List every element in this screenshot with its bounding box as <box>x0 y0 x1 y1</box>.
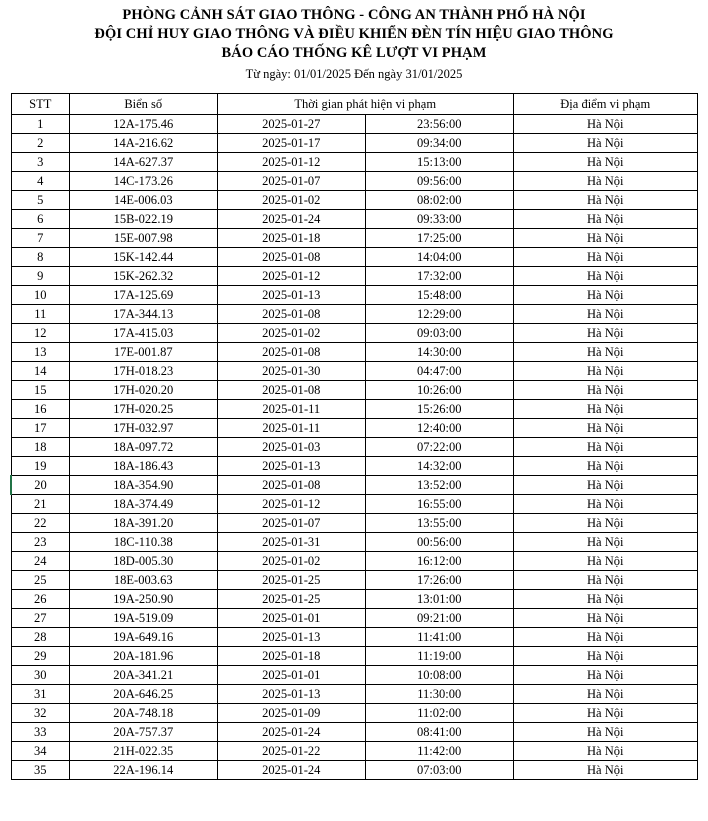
cell-time[interactable]: 11:41:00 <box>365 628 513 647</box>
table-row[interactable] <box>11 666 697 685</box>
cell-stt[interactable]: 9 <box>11 267 69 286</box>
cell-date[interactable]: 2025-01-09 <box>217 704 365 723</box>
cell-time[interactable]: 07:22:00 <box>365 438 513 457</box>
cell-stt[interactable]: 20 <box>11 476 69 495</box>
cell-plate[interactable]: 17H-032.97 <box>69 419 217 438</box>
cell-plate[interactable]: 18D-005.30 <box>69 552 217 571</box>
cell-plate[interactable]: 17A-415.03 <box>69 324 217 343</box>
cell-plate[interactable]: 17A-344.13 <box>69 305 217 324</box>
table-header-row <box>11 94 697 115</box>
cell-time[interactable]: 16:12:00 <box>365 552 513 571</box>
cell-date[interactable]: 2025-01-01 <box>217 609 365 628</box>
cell-date[interactable]: 2025-01-18 <box>217 229 365 248</box>
cell-date[interactable]: 2025-01-02 <box>217 324 365 343</box>
table-row[interactable] <box>11 609 697 628</box>
cell-date[interactable]: 2025-01-02 <box>217 191 365 210</box>
table-row[interactable] <box>11 476 697 495</box>
cell-date[interactable]: 2025-01-08 <box>217 343 365 362</box>
cell-plate[interactable]: 14A-216.62 <box>69 134 217 153</box>
cell-place[interactable]: Hà Nội <box>513 742 697 761</box>
cell-time[interactable]: 07:03:00 <box>365 761 513 780</box>
cell-time[interactable]: 16:55:00 <box>365 495 513 514</box>
cell-stt[interactable]: 21 <box>11 495 69 514</box>
cell-plate[interactable]: 12A-175.46 <box>69 115 217 134</box>
cell-stt[interactable]: 29 <box>11 647 69 666</box>
cell-stt[interactable]: 28 <box>11 628 69 647</box>
cell-place[interactable]: Hà Nội <box>513 191 697 210</box>
cell-date[interactable]: 2025-01-08 <box>217 381 365 400</box>
cell-stt[interactable]: 10 <box>11 286 69 305</box>
cell-stt[interactable]: 6 <box>11 210 69 229</box>
table-row[interactable] <box>11 723 697 742</box>
cell-time[interactable]: 17:32:00 <box>365 267 513 286</box>
table-row[interactable] <box>11 495 697 514</box>
cell-plate[interactable]: 15E-007.98 <box>69 229 217 248</box>
cell-plate[interactable]: 17H-020.20 <box>69 381 217 400</box>
cell-time[interactable]: 15:13:00 <box>365 153 513 172</box>
cell-stt[interactable]: 33 <box>11 723 69 742</box>
cell-plate[interactable]: 19A-250.90 <box>69 590 217 609</box>
cell-place[interactable]: Hà Nội <box>513 438 697 457</box>
cell-stt[interactable]: 4 <box>11 172 69 191</box>
cell-place[interactable]: Hà Nội <box>513 172 697 191</box>
cell-place[interactable]: Hà Nội <box>513 533 697 552</box>
table-row[interactable] <box>11 552 697 571</box>
table-row[interactable] <box>11 438 697 457</box>
cell-place[interactable]: Hà Nội <box>513 704 697 723</box>
cell-date[interactable]: 2025-01-13 <box>217 286 365 305</box>
cell-date[interactable]: 2025-01-08 <box>217 305 365 324</box>
cell-place[interactable]: Hà Nội <box>513 381 697 400</box>
header-line-division: ĐỘI CHỈ HUY GIAO THÔNG VÀ ĐIỀU KHIỂN ĐÈN TÍN HIỆU GIAO THÔNG <box>94 26 614 42</box>
table-row[interactable] <box>11 115 697 134</box>
cell-stt[interactable]: 34 <box>11 742 69 761</box>
cell-date[interactable]: 2025-01-02 <box>217 552 365 571</box>
cell-place[interactable]: Hà Nội <box>513 134 697 153</box>
cell-time[interactable]: 14:04:00 <box>365 248 513 267</box>
table-row[interactable] <box>11 590 697 609</box>
cell-date[interactable]: 2025-01-22 <box>217 742 365 761</box>
cell-plate[interactable]: 15B-022.19 <box>69 210 217 229</box>
table-row[interactable] <box>11 343 697 362</box>
cell-plate[interactable]: 18C-110.38 <box>69 533 217 552</box>
header-line-department: PHÒNG CẢNH SÁT GIAO THÔNG - CÔNG AN THÀNH PHỐ HÀ NỘI <box>122 7 586 23</box>
cell-plate[interactable]: 21H-022.35 <box>69 742 217 761</box>
cell-date[interactable]: 2025-01-30 <box>217 362 365 381</box>
cell-date[interactable]: 2025-01-11 <box>217 419 365 438</box>
cell-plate[interactable]: 19A-649.16 <box>69 628 217 647</box>
table-row[interactable] <box>11 381 697 400</box>
cell-place[interactable]: Hà Nội <box>513 210 697 229</box>
table-row[interactable] <box>11 305 697 324</box>
cell-date[interactable]: 2025-01-12 <box>217 267 365 286</box>
cell-plate[interactable]: 18A-354.90 <box>69 476 217 495</box>
cell-stt[interactable]: 19 <box>11 457 69 476</box>
cell-date[interactable]: 2025-01-07 <box>217 172 365 191</box>
cell-date[interactable]: 2025-01-17 <box>217 134 365 153</box>
cell-time[interactable]: 10:26:00 <box>365 381 513 400</box>
cell-stt[interactable]: 31 <box>11 685 69 704</box>
cell-time[interactable]: 04:47:00 <box>365 362 513 381</box>
table-row[interactable] <box>11 457 697 476</box>
table-body <box>11 115 697 780</box>
cell-stt[interactable]: 25 <box>11 571 69 590</box>
cell-date[interactable]: 2025-01-11 <box>217 400 365 419</box>
cell-stt[interactable]: 16 <box>11 400 69 419</box>
cell-time[interactable]: 09:03:00 <box>365 324 513 343</box>
cell-time[interactable]: 12:40:00 <box>365 419 513 438</box>
cell-place[interactable]: Hà Nội <box>513 552 697 571</box>
cell-stt[interactable]: 11 <box>11 305 69 324</box>
cell-plate[interactable]: 18A-391.20 <box>69 514 217 533</box>
cell-stt[interactable]: 24 <box>11 552 69 571</box>
cell-time[interactable]: 09:21:00 <box>365 609 513 628</box>
column-header-stt: STT <box>11 94 69 115</box>
cell-stt[interactable]: 27 <box>11 609 69 628</box>
cell-place[interactable]: Hà Nội <box>513 514 697 533</box>
violation-table <box>10 93 698 780</box>
table-row[interactable] <box>11 191 697 210</box>
cell-stt[interactable]: 3 <box>11 153 69 172</box>
cell-date[interactable]: 2025-01-03 <box>217 438 365 457</box>
cell-stt[interactable]: 15 <box>11 381 69 400</box>
cell-plate[interactable]: 14A-627.37 <box>69 153 217 172</box>
header-line-daterange: Từ ngày: 01/01/2025 Đến ngày 31/01/2025 <box>245 67 463 81</box>
table-row[interactable] <box>11 571 697 590</box>
table-row[interactable] <box>11 286 697 305</box>
cell-plate[interactable]: 17H-018.23 <box>69 362 217 381</box>
cell-stt[interactable]: 35 <box>11 761 69 780</box>
cell-date[interactable]: 2025-01-12 <box>217 495 365 514</box>
cell-plate[interactable]: 20A-341.21 <box>69 666 217 685</box>
cell-time[interactable]: 13:01:00 <box>365 590 513 609</box>
cell-plate[interactable]: 17A-125.69 <box>69 286 217 305</box>
cell-plate[interactable]: 17E-001.87 <box>69 343 217 362</box>
cell-time[interactable]: 13:52:00 <box>365 476 513 495</box>
cell-time[interactable]: 09:34:00 <box>365 134 513 153</box>
cell-stt[interactable]: 12 <box>11 324 69 343</box>
cell-place[interactable]: Hà Nội <box>513 267 697 286</box>
table-row[interactable] <box>11 172 697 191</box>
cell-stt[interactable]: 26 <box>11 590 69 609</box>
cell-stt[interactable]: 14 <box>11 362 69 381</box>
cell-time[interactable]: 12:29:00 <box>365 305 513 324</box>
table-row[interactable] <box>11 267 697 286</box>
cell-time[interactable]: 15:48:00 <box>365 286 513 305</box>
cell-place[interactable]: Hà Nội <box>513 343 697 362</box>
cell-place[interactable]: Hà Nội <box>513 628 697 647</box>
cell-date[interactable]: 2025-01-13 <box>217 457 365 476</box>
cell-date[interactable]: 2025-01-08 <box>217 248 365 267</box>
cell-time[interactable]: 17:26:00 <box>365 571 513 590</box>
cell-place[interactable]: Hà Nội <box>513 666 697 685</box>
cell-plate[interactable]: 22A-196.14 <box>69 761 217 780</box>
cell-place[interactable]: Hà Nội <box>513 362 697 381</box>
cell-place[interactable]: Hà Nội <box>513 457 697 476</box>
cell-date[interactable]: 2025-01-27 <box>217 115 365 134</box>
cell-place[interactable]: Hà Nội <box>513 590 697 609</box>
cell-time[interactable]: 23:56:00 <box>365 115 513 134</box>
cell-plate[interactable]: 15K-262.32 <box>69 267 217 286</box>
cell-stt[interactable]: 1 <box>11 115 69 134</box>
cell-plate[interactable]: 19A-519.09 <box>69 609 217 628</box>
cell-time[interactable]: 09:56:00 <box>365 172 513 191</box>
cell-stt[interactable]: 7 <box>11 229 69 248</box>
cell-date[interactable]: 2025-01-25 <box>217 571 365 590</box>
table-row[interactable] <box>11 647 697 666</box>
cell-stt[interactable]: 17 <box>11 419 69 438</box>
cell-time[interactable]: 11:30:00 <box>365 685 513 704</box>
cell-plate[interactable]: 20A-757.37 <box>69 723 217 742</box>
cell-date[interactable]: 2025-01-07 <box>217 514 365 533</box>
cell-time[interactable]: 08:02:00 <box>365 191 513 210</box>
table-row[interactable] <box>11 704 697 723</box>
table-row[interactable] <box>11 533 697 552</box>
cell-date[interactable]: 2025-01-01 <box>217 666 365 685</box>
cell-place[interactable]: Hà Nội <box>513 609 697 628</box>
table-row[interactable] <box>11 134 697 153</box>
cell-date[interactable]: 2025-01-08 <box>217 476 365 495</box>
cell-time[interactable]: 09:33:00 <box>365 210 513 229</box>
cell-date[interactable]: 2025-01-25 <box>217 590 365 609</box>
cell-stt[interactable]: 30 <box>11 666 69 685</box>
cell-time[interactable]: 00:56:00 <box>365 533 513 552</box>
cell-stt[interactable]: 8 <box>11 248 69 267</box>
table-row[interactable] <box>11 248 697 267</box>
cell-date[interactable]: 2025-01-24 <box>217 761 365 780</box>
table-row[interactable] <box>11 210 697 229</box>
cell-plate[interactable]: 15K-142.44 <box>69 248 217 267</box>
table-row[interactable] <box>11 400 697 419</box>
cell-place[interactable]: Hà Nội <box>513 476 697 495</box>
table-row[interactable] <box>11 742 697 761</box>
column-header-time: Thời gian phát hiện vi phạm <box>217 94 513 115</box>
cell-time[interactable]: 14:30:00 <box>365 343 513 362</box>
cell-stt[interactable]: 13 <box>11 343 69 362</box>
cell-place[interactable]: Hà Nội <box>513 647 697 666</box>
cell-plate[interactable]: 20A-748.18 <box>69 704 217 723</box>
cell-date[interactable]: 2025-01-12 <box>217 153 365 172</box>
cell-date[interactable]: 2025-01-24 <box>217 723 365 742</box>
table-row[interactable] <box>11 324 697 343</box>
cell-plate[interactable]: 18A-097.72 <box>69 438 217 457</box>
cell-time[interactable]: 17:25:00 <box>365 229 513 248</box>
cell-stt[interactable]: 32 <box>11 704 69 723</box>
cell-date[interactable]: 2025-01-31 <box>217 533 365 552</box>
cell-place[interactable]: Hà Nội <box>513 153 697 172</box>
cell-stt[interactable]: 18 <box>11 438 69 457</box>
table-row[interactable] <box>11 761 697 780</box>
cell-plate[interactable]: 17H-020.25 <box>69 400 217 419</box>
cell-date[interactable]: 2025-01-18 <box>217 647 365 666</box>
cell-place[interactable]: Hà Nội <box>513 761 697 780</box>
cell-plate[interactable]: 14E-006.03 <box>69 191 217 210</box>
cell-time[interactable]: 11:02:00 <box>365 704 513 723</box>
cell-plate[interactable]: 20A-646.25 <box>69 685 217 704</box>
report-header <box>0 0 708 83</box>
cell-time[interactable]: 10:08:00 <box>365 666 513 685</box>
table-row[interactable] <box>11 362 697 381</box>
cell-time[interactable]: 15:26:00 <box>365 400 513 419</box>
table-row[interactable] <box>11 229 697 248</box>
cell-stt[interactable]: 23 <box>11 533 69 552</box>
table-row[interactable] <box>11 153 697 172</box>
cell-place[interactable]: Hà Nội <box>513 286 697 305</box>
cell-place[interactable]: Hà Nội <box>513 723 697 742</box>
cell-plate[interactable]: 20A-181.96 <box>69 647 217 666</box>
cell-date[interactable]: 2025-01-13 <box>217 685 365 704</box>
cell-time[interactable]: 14:32:00 <box>365 457 513 476</box>
header-line-title: BÁO CÁO THỐNG KÊ LƯỢT VI PHẠM <box>221 45 487 61</box>
cell-date[interactable]: 2025-01-13 <box>217 628 365 647</box>
cell-place[interactable]: Hà Nội <box>513 685 697 704</box>
table-row[interactable] <box>11 628 697 647</box>
cell-place[interactable]: Hà Nội <box>513 419 697 438</box>
cell-time[interactable]: 13:55:00 <box>365 514 513 533</box>
cell-plate[interactable]: 14C-173.26 <box>69 172 217 191</box>
cell-time[interactable]: 11:42:00 <box>365 742 513 761</box>
column-header-place: Địa điểm vi phạm <box>513 94 697 115</box>
cell-time[interactable]: 11:19:00 <box>365 647 513 666</box>
cell-time[interactable]: 08:41:00 <box>365 723 513 742</box>
column-header-plate: Biển số <box>69 94 217 115</box>
cell-place[interactable]: Hà Nội <box>513 248 697 267</box>
cell-place[interactable]: Hà Nội <box>513 571 697 590</box>
cell-place[interactable]: Hà Nội <box>513 305 697 324</box>
cell-place[interactable]: Hà Nội <box>513 229 697 248</box>
cell-place[interactable]: Hà Nội <box>513 115 697 134</box>
cell-plate[interactable]: 18A-374.49 <box>69 495 217 514</box>
table-row[interactable] <box>11 514 697 533</box>
cell-date[interactable]: 2025-01-24 <box>217 210 365 229</box>
cell-stt[interactable]: 5 <box>11 191 69 210</box>
cell-place[interactable]: Hà Nội <box>513 495 697 514</box>
cell-stt[interactable]: 2 <box>11 134 69 153</box>
table-row[interactable] <box>11 685 697 704</box>
cell-stt[interactable]: 22 <box>11 514 69 533</box>
cell-plate[interactable]: 18A-186.43 <box>69 457 217 476</box>
table-row[interactable] <box>11 419 697 438</box>
cell-plate[interactable]: 18E-003.63 <box>69 571 217 590</box>
cell-place[interactable]: Hà Nội <box>513 324 697 343</box>
cell-place[interactable]: Hà Nội <box>513 400 697 419</box>
